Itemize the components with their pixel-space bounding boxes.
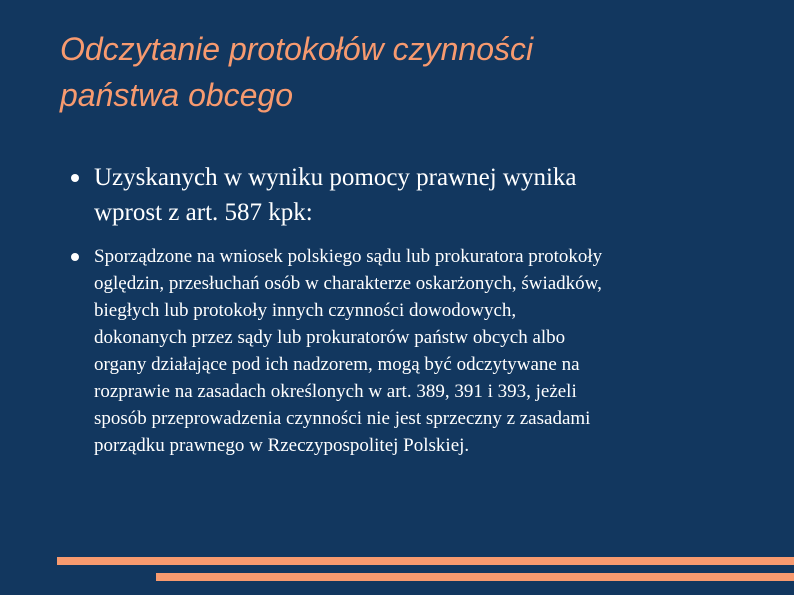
bullet-line: rozprawie na zasadach określonych w art. 389, 391 i 393, jeżeli [94, 381, 577, 402]
bullet-line: Uzyskanych w wyniku pomocy prawnej wynika [94, 164, 577, 191]
slide-title [60, 26, 760, 118]
bullet-list [60, 160, 750, 459]
bullet-dot-icon [71, 253, 79, 261]
accent-bar-top [57, 557, 794, 565]
slide-title-line-2: państwa obcego [60, 77, 294, 113]
accent-bar-bottom [156, 573, 794, 581]
bullet-line: sposób przeprowadzenia czynności nie jest sprzeczny z zasadami [94, 408, 591, 429]
bullet-line: biegłych lub protokoły innych czynności dowodowych, [94, 300, 517, 321]
bullet-dot-icon [71, 174, 79, 182]
bullet-line: organy działające pod ich nadzorem, mogą być odczytywane na [94, 354, 580, 375]
slide-title-line-1: Odczytanie protokołów czynności [60, 31, 534, 67]
bullet-line: dokonanych przez sądy lub prokuratorów państw obcych albo [94, 327, 566, 348]
bullet-item [60, 160, 750, 230]
bullet-item [60, 243, 750, 459]
bullet-line: oględzin, przesłuchań osób w charakterze oskarżonych, świadków, [94, 273, 602, 294]
bullet-line: Sporządzone na wniosek polskiego sądu lub prokuratora protokoły [94, 246, 603, 267]
bullet-line: porządku prawnego w Rzeczypospolitej Polskiej. [94, 435, 470, 456]
bullet-line: wprost z art. 587 kpk: [94, 199, 313, 226]
